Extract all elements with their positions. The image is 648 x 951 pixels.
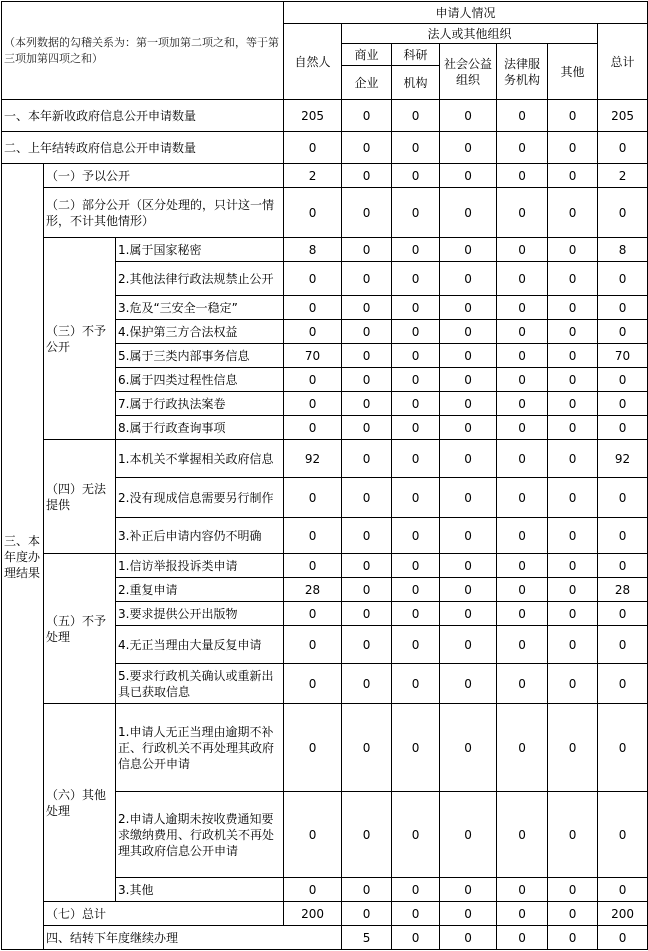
row-label: （二）部分公开（区分处理的，只计这一情形，不计其他情形） [44,188,284,238]
value-cell: 0 [342,344,392,368]
value-cell: 0 [440,878,497,902]
value-cell: 0 [342,440,392,478]
value-cell: 0 [548,392,598,416]
value-cell: 0 [548,368,598,392]
value-cell: 0 [440,602,497,626]
value-cell: 0 [440,626,497,664]
value-cell: 200 [598,902,648,926]
value-cell: 0 [598,320,648,344]
value-cell: 0 [440,578,497,602]
value-cell: 0 [342,368,392,392]
value-cell: 0 [548,320,598,344]
application-statistics-table [1,1,648,950]
value-cell: 8 [598,238,648,262]
value-cell: 0 [392,602,440,626]
header-applicant-info: 申请人情况 [284,2,648,24]
value-cell: 0 [342,320,392,344]
header-research-bottom: 机构 [392,66,440,100]
value-cell: 0 [342,100,392,132]
table-row [2,926,648,950]
value-cell: 0 [392,416,440,440]
value-cell: 0 [548,440,598,478]
value-cell: 0 [284,132,342,164]
value-cell: 0 [342,626,392,664]
value-cell: 0 [497,902,548,926]
value-cell: 0 [284,416,342,440]
value-cell: 0 [342,478,392,518]
value-cell: 0 [440,926,497,950]
row-label: 3.补正后申请内容仍不明确 [116,518,284,554]
row-label: （七）总计 [44,902,284,926]
value-cell: 0 [598,602,648,626]
table-row [2,440,648,478]
header-commercial-top: 商业 [342,44,392,66]
value-cell: 0 [548,626,598,664]
row-label: 3.要求提供公开出版物 [116,602,284,626]
header-total: 总计 [598,24,648,100]
value-cell: 0 [497,320,548,344]
value-cell: 0 [548,704,598,792]
value-cell: 0 [392,926,440,950]
value-cell: 0 [497,164,548,188]
value-cell: 0 [440,792,497,878]
value-cell: 0 [440,262,497,296]
value-cell: 0 [392,664,440,704]
value-cell: 0 [497,878,548,902]
value-cell: 0 [440,164,497,188]
row-label: 3.危及“三安全一稳定” [116,296,284,320]
value-cell: 0 [548,518,598,554]
value-cell: 0 [598,368,648,392]
header-research-top: 科研 [392,44,440,66]
value-cell: 0 [284,602,342,626]
value-cell: 0 [440,296,497,320]
value-cell: 0 [392,626,440,664]
value-cell: 0 [440,368,497,392]
category-label: （五）不予处理 [44,554,116,704]
value-cell: 0 [497,578,548,602]
value-cell: 0 [598,926,648,950]
value-cell: 0 [342,132,392,164]
section-three-label: 三、本年度办理结果 [2,164,44,950]
category-label: （三）不予公开 [44,238,116,440]
row-label: 1.属于国家秘密 [116,238,284,262]
value-cell: 0 [497,554,548,578]
value-cell: 92 [598,440,648,478]
value-cell: 0 [548,792,598,878]
value-cell: 0 [392,792,440,878]
value-cell: 0 [548,878,598,902]
value-cell: 0 [548,132,598,164]
row-label: 2.申请人逾期未按收费通知要求缴纳费用、行政机关不再处理其政府信息公开申请 [116,792,284,878]
value-cell: 0 [440,238,497,262]
value-cell: 0 [284,878,342,902]
row-label: 6.属于四类过程性信息 [116,368,284,392]
row-label: 1.申请人无正当理由逾期不补正、行政机关不再处理其政府信息公开申请 [116,704,284,792]
row-label: 二、上年结转政府信息公开申请数量 [2,132,284,164]
value-cell: 0 [342,392,392,416]
value-cell: 0 [440,902,497,926]
value-cell: 0 [342,518,392,554]
value-cell: 0 [342,262,392,296]
row-label: （一）予以公开 [44,164,284,188]
value-cell: 0 [392,132,440,164]
value-cell: 92 [284,440,342,478]
value-cell: 0 [548,188,598,238]
value-cell: 0 [284,262,342,296]
value-cell: 0 [497,262,548,296]
value-cell: 0 [497,518,548,554]
value-cell: 0 [342,296,392,320]
value-cell: 0 [598,554,648,578]
header-commercial-bottom: 企业 [342,66,392,100]
row-label: 5.要求行政机关确认或重新出具已获取信息 [116,664,284,704]
value-cell: 0 [284,368,342,392]
value-cell: 0 [598,262,648,296]
value-cell: 2 [598,164,648,188]
value-cell: 0 [392,518,440,554]
value-cell: 0 [598,296,648,320]
value-cell: 0 [342,878,392,902]
value-cell: 0 [548,296,598,320]
value-cell: 0 [548,602,598,626]
value-cell: 0 [440,416,497,440]
value-cell: 0 [548,164,598,188]
value-cell: 0 [392,478,440,518]
value-cell: 0 [548,902,598,926]
value-cell: 0 [284,296,342,320]
value-cell: 0 [342,238,392,262]
row-label: 4.无正当理由大量反复申请 [116,626,284,664]
value-cell: 0 [342,578,392,602]
value-cell: 5 [342,926,392,950]
value-cell: 0 [440,344,497,368]
value-cell: 0 [392,878,440,902]
value-cell: 0 [497,238,548,262]
row-label: 4.保护第三方合法权益 [116,320,284,344]
value-cell: 0 [598,626,648,664]
value-cell: 0 [497,664,548,704]
value-cell: 0 [392,296,440,320]
header-legal-entities: 法人或其他组织 [342,24,598,44]
value-cell: 0 [392,344,440,368]
value-cell: 0 [598,878,648,902]
table-row [2,188,648,238]
value-cell: 0 [548,478,598,518]
value-cell: 0 [392,188,440,238]
table-row [2,704,648,792]
value-cell: 0 [440,440,497,478]
value-cell: 0 [392,262,440,296]
value-cell: 0 [497,392,548,416]
row-label: 2.没有现成信息需要另行制作 [116,478,284,518]
value-cell: 0 [548,100,598,132]
value-cell: 0 [598,704,648,792]
value-cell: 0 [392,704,440,792]
value-cell: 0 [598,664,648,704]
value-cell: 0 [342,602,392,626]
value-cell: 200 [284,902,342,926]
value-cell: 0 [440,132,497,164]
value-cell: 0 [440,554,497,578]
value-cell: 0 [497,188,548,238]
value-cell: 0 [497,100,548,132]
value-cell: 0 [598,416,648,440]
value-cell: 0 [497,368,548,392]
value-cell: 0 [392,440,440,478]
value-cell: 0 [392,164,440,188]
value-cell: 0 [497,792,548,878]
value-cell: 0 [598,518,648,554]
value-cell: 0 [392,902,440,926]
table-row [2,238,648,262]
value-cell: 0 [284,392,342,416]
value-cell: 0 [392,392,440,416]
row-label: 1.信访举报投诉类申请 [116,554,284,578]
value-cell: 0 [284,704,342,792]
value-cell: 28 [598,578,648,602]
value-cell: 0 [598,132,648,164]
value-cell: 0 [342,704,392,792]
value-cell: 0 [497,626,548,664]
value-cell: 0 [440,704,497,792]
header-note: （本列数据的勾稽关系为：第一项加第二项之和，等于第三项加第四项之和） [2,2,284,100]
value-cell: 0 [497,926,548,950]
value-cell: 0 [440,320,497,344]
row-label: 8.属于行政查询事项 [116,416,284,440]
value-cell: 8 [284,238,342,262]
value-cell: 28 [284,578,342,602]
category-label: （六）其他处理 [44,704,116,902]
value-cell: 0 [440,518,497,554]
value-cell: 0 [284,518,342,554]
value-cell: 0 [392,320,440,344]
table-row [2,100,648,132]
value-cell: 0 [497,132,548,164]
value-cell: 0 [548,262,598,296]
value-cell: 0 [284,554,342,578]
value-cell: 0 [548,578,598,602]
value-cell: 0 [342,554,392,578]
value-cell: 0 [284,664,342,704]
value-cell: 0 [598,188,648,238]
table-row [2,554,648,578]
table-row [2,164,648,188]
value-cell: 0 [392,554,440,578]
value-cell: 0 [440,188,497,238]
value-cell: 0 [497,478,548,518]
header-other: 其他 [548,44,598,100]
value-cell: 0 [497,344,548,368]
value-cell: 0 [342,664,392,704]
value-cell: 0 [598,792,648,878]
value-cell: 205 [598,100,648,132]
header-social-welfare: 社会公益组织 [440,44,497,100]
value-cell: 0 [342,792,392,878]
value-cell: 0 [284,478,342,518]
value-cell: 0 [598,392,648,416]
value-cell: 0 [440,100,497,132]
value-cell: 0 [548,926,598,950]
row-label: 5.属于三类内部事务信息 [116,344,284,368]
category-label: （四）无法提供 [44,440,116,554]
value-cell: 0 [497,440,548,478]
value-cell: 0 [342,416,392,440]
value-cell: 0 [548,416,598,440]
table-row [2,902,648,926]
value-cell: 205 [284,100,342,132]
value-cell: 0 [342,902,392,926]
value-cell: 0 [497,704,548,792]
value-cell: 0 [342,164,392,188]
value-cell: 70 [598,344,648,368]
header-legal-service: 法律服务机构 [497,44,548,100]
value-cell: 0 [548,344,598,368]
row-label: 2.重复申请 [116,578,284,602]
value-cell: 0 [440,392,497,416]
value-cell: 0 [284,792,342,878]
value-cell: 0 [284,188,342,238]
value-cell: 0 [284,626,342,664]
value-cell: 2 [284,164,342,188]
value-cell: 0 [392,578,440,602]
value-cell: 0 [284,320,342,344]
row-label: 四、结转下年度继续办理 [44,926,342,950]
value-cell: 0 [440,664,497,704]
value-cell: 0 [392,100,440,132]
value-cell: 0 [392,238,440,262]
value-cell: 70 [284,344,342,368]
value-cell: 0 [497,416,548,440]
value-cell: 0 [497,602,548,626]
row-label: 2.其他法律行政法规禁止公开 [116,262,284,296]
value-cell: 0 [598,478,648,518]
header-natural-person: 自然人 [284,24,342,100]
row-label: 一、本年新收政府信息公开申请数量 [2,100,284,132]
value-cell: 0 [342,188,392,238]
value-cell: 0 [440,478,497,518]
value-cell: 0 [548,664,598,704]
row-label: 7.属于行政执法案卷 [116,392,284,416]
row-label: 3.其他 [116,878,284,902]
value-cell: 0 [548,554,598,578]
value-cell: 0 [548,238,598,262]
value-cell: 0 [497,296,548,320]
row-label: 1.本机关不掌握相关政府信息 [116,440,284,478]
table-row [2,132,648,164]
value-cell: 0 [392,368,440,392]
